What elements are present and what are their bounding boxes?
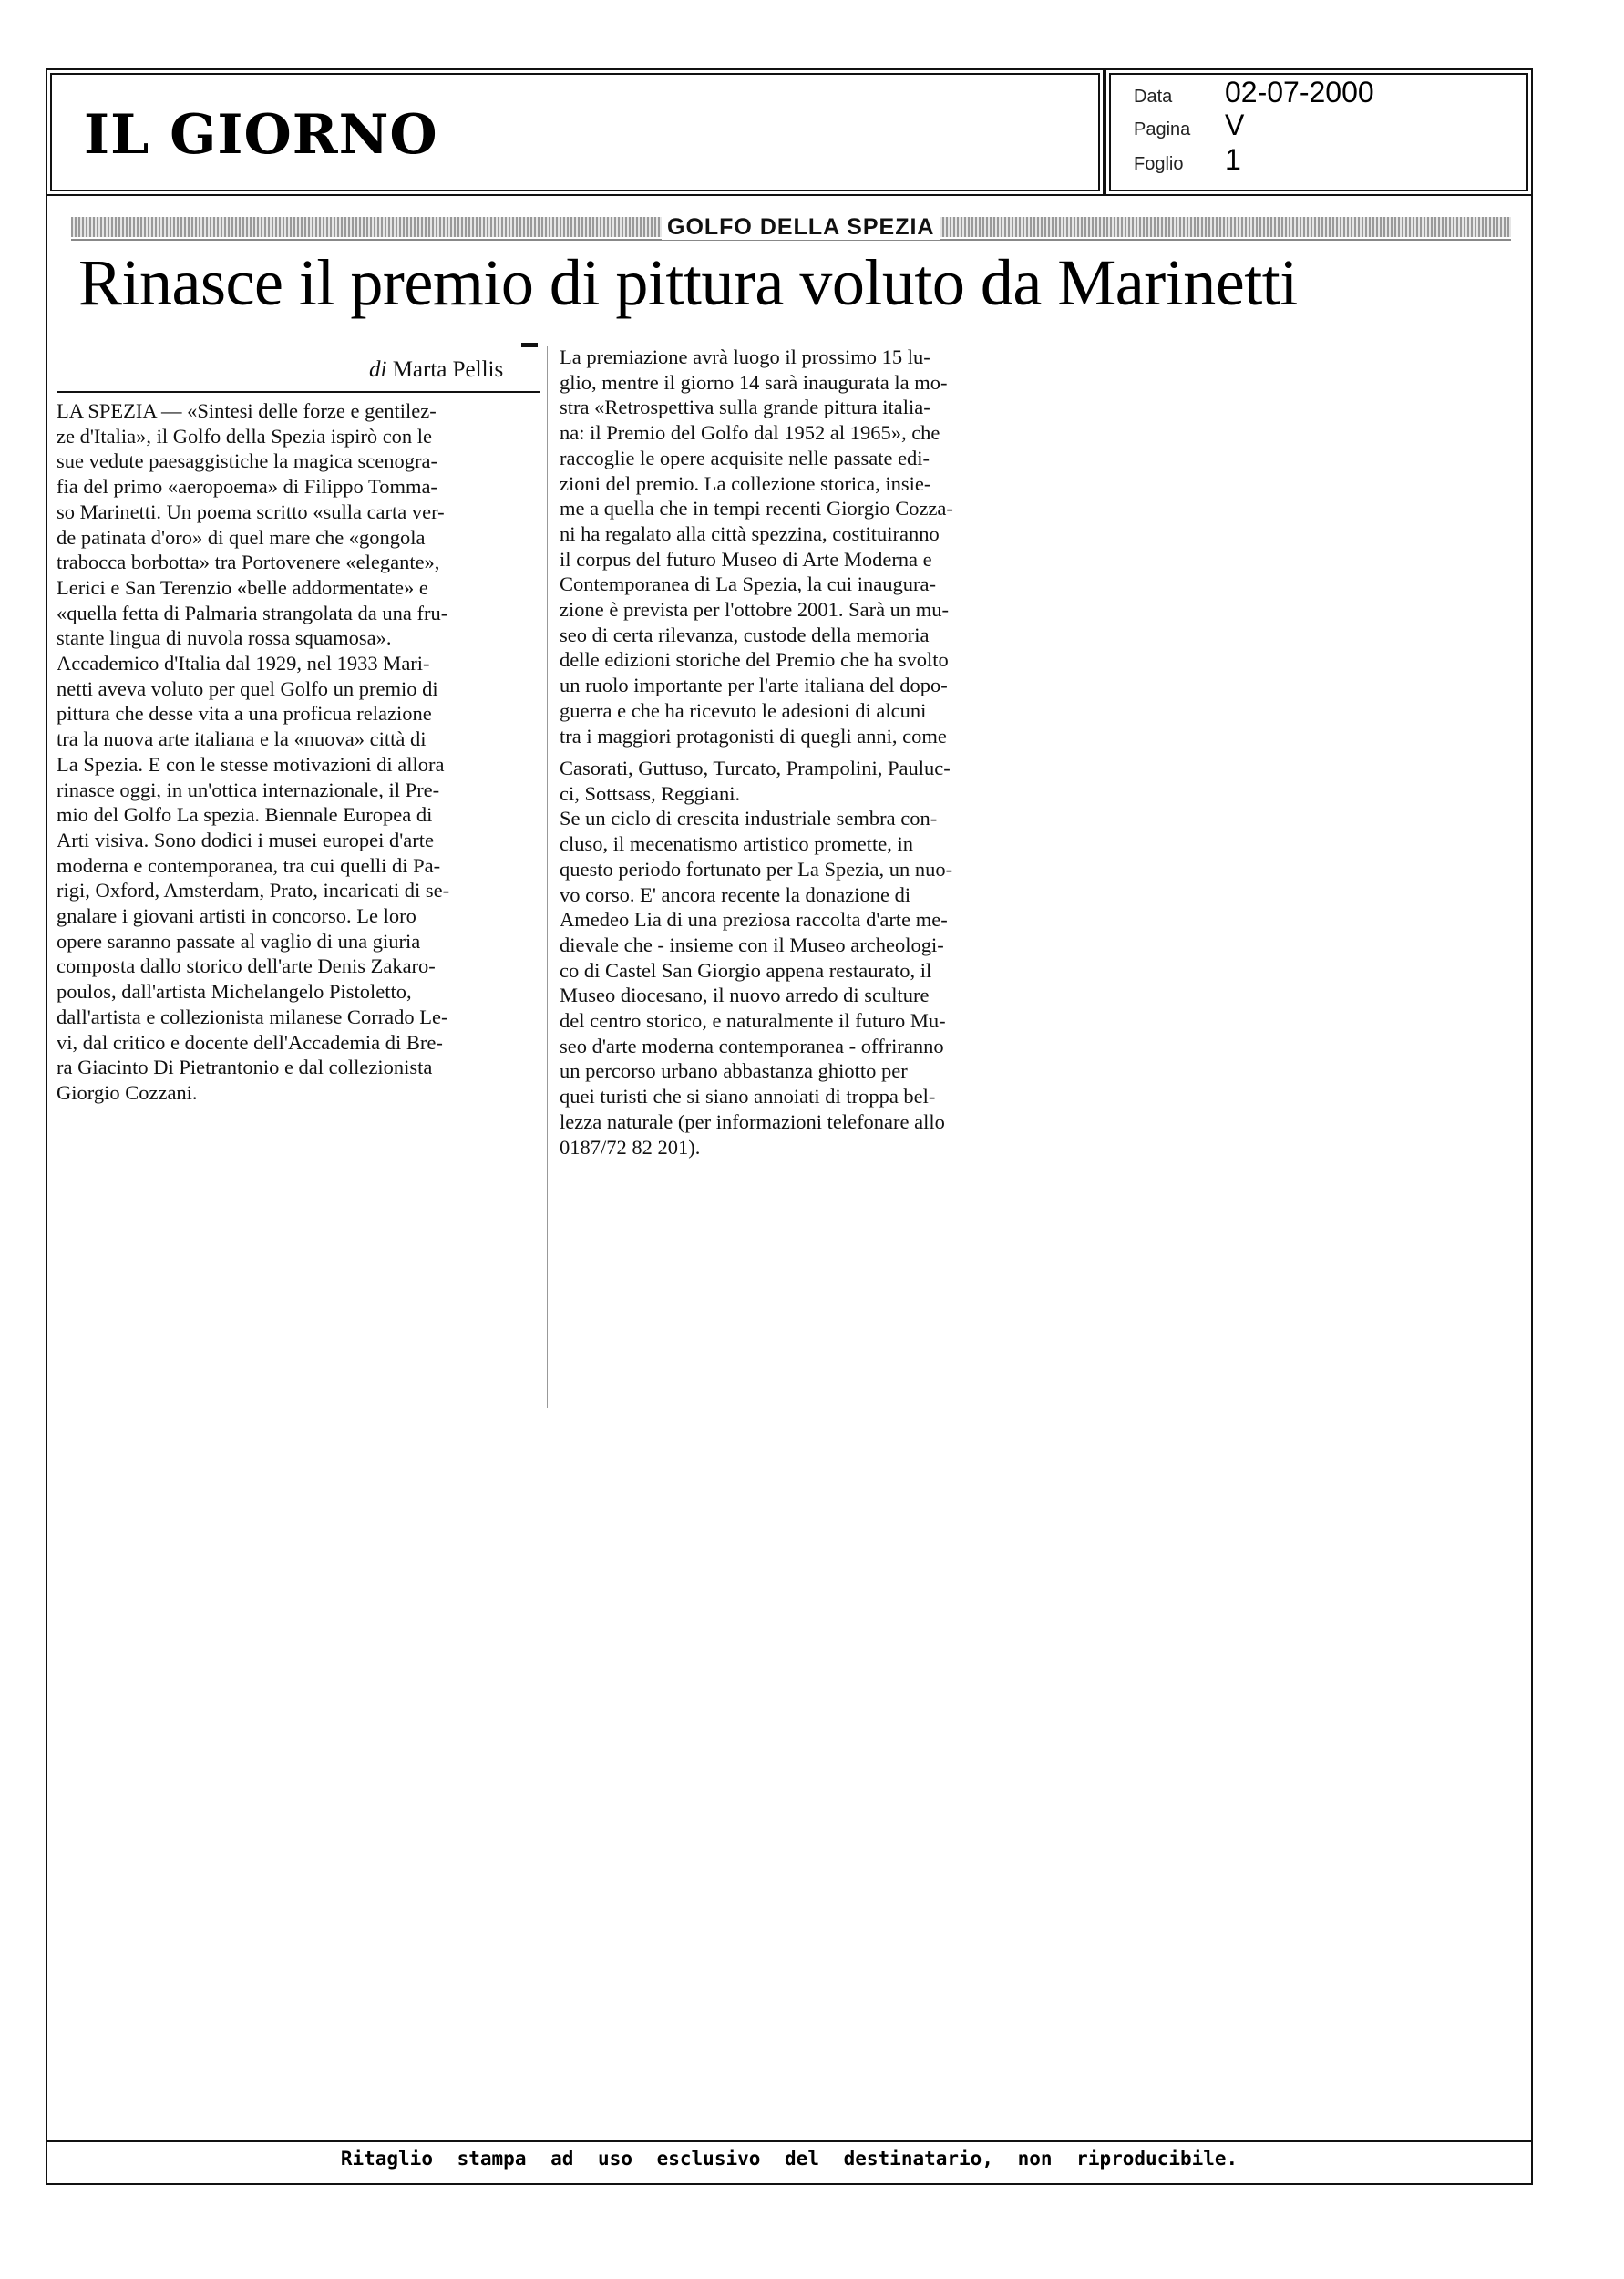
text-line: stra «Retrospettiva sulla grande pittura italia-	[560, 396, 930, 419]
text-line: vi, dal critico e docente dell'Accademia di Bre-	[57, 1030, 443, 1054]
byline-author: Marta Pellis	[392, 357, 504, 382]
text-line: tra i maggiori protagonisti di quegli anni, come	[560, 724, 947, 748]
byline-mark	[521, 343, 538, 347]
text-line: LA SPEZIA — «Sintesi delle forze e gentilez-	[57, 399, 437, 422]
text-line: il corpus del futuro Museo di Arte Moderna e	[560, 547, 932, 571]
text-line: questo periodo fortunato per La Spezia, un nuo-	[560, 857, 953, 881]
clipping-meta-box	[1105, 68, 1533, 196]
text-line: quei turisti che si siano annoiati di troppa bel-	[560, 1085, 936, 1109]
text-line: delle edizioni storiche del Premio che ha svolto	[560, 648, 949, 672]
article-column-right-bottom	[560, 756, 1052, 1160]
article-column-left	[57, 398, 540, 1106]
text-line: Accademico d'Italia dal 1929, nel 1933 Mari-	[57, 652, 430, 675]
section-title: GOLFO DELLA SPEZIA	[662, 214, 940, 240]
text-line: zione è prevista per l'ottobre 2001. Sarà un mu-	[560, 598, 950, 622]
text-line: seo d'arte moderna contemporanea - offriranno	[560, 1034, 944, 1057]
text-line: Giorgio Cozzani.	[57, 1080, 198, 1104]
meta-sheet-row	[1134, 143, 1241, 177]
article-byline	[369, 357, 503, 383]
text-line: glio, mentre il giorno 14 sarà inaugurata la mo-	[560, 370, 948, 394]
text-line: moderna e contemporanea, tra cui quelli di Pa-	[57, 853, 441, 877]
text-line: Lerici e San Terenzio «belle addormentate» e	[57, 575, 428, 599]
text-line: so Marinetti. Un poema scritto «sulla carta ver-	[57, 500, 445, 523]
text-line: mio del Golfo La spezia. Biennale Europea di	[57, 803, 433, 827]
text-line: La Spezia. E con le stesse motivazioni di allora	[57, 752, 445, 776]
text-line: na: il Premio del Golfo dal 1952 al 1965», che	[560, 421, 940, 445]
byline-rule	[57, 391, 540, 393]
text-line: ra Giacinto Di Pietrantonio e dal collezionista	[57, 1056, 433, 1079]
byline-prefix: di	[369, 357, 387, 382]
article-headline: Rinasce il premio di pittura voluto da Marinetti	[78, 246, 1298, 319]
text-line: Casorati, Guttuso, Turcato, Prampolini, Pauluc-	[560, 757, 951, 779]
text-line: de patinata d'oro» di quel mare che «gongola	[57, 525, 426, 549]
text-line: ni ha regalato alla città spezzina, costituiranno	[560, 521, 940, 545]
text-line: me a quella che in tempi recenti Giorgio Cozza-	[560, 497, 953, 521]
text-line: ci, Sottsass, Reggiani.	[560, 781, 741, 805]
text-line: seo di certa rilevanza, custode della memoria	[560, 623, 930, 646]
meta-sheet-value: 1	[1225, 143, 1241, 176]
text-line: stante lingua di nuvola rossa squamosa».	[57, 626, 392, 650]
meta-date-value: 02-07-2000	[1225, 76, 1374, 108]
text-line: «quella fetta di Palmaria strangolata da una fru-	[57, 601, 448, 624]
column-divider	[547, 346, 548, 1408]
meta-date-row	[1134, 76, 1374, 109]
meta-page-value: V	[1225, 108, 1245, 141]
newspaper-masthead: IL GIORNO	[84, 103, 438, 167]
text-line: ze d'Italia», il Golfo della Spezia ispirò con le	[57, 424, 433, 448]
text-line: Museo diocesano, il nuovo arredo di sculture	[560, 984, 930, 1007]
text-line: pittura che desse vita a una proficua relazione	[57, 702, 432, 726]
meta-date-label: Data	[1134, 87, 1173, 107]
text-line: co di Castel San Giorgio appena restaurato, il	[560, 958, 932, 982]
text-line: guerra e che ha ricevuto le adesioni di alcuni	[560, 698, 927, 722]
meta-sheet-label: Foglio	[1134, 154, 1184, 174]
article-column-right-top	[560, 345, 1052, 748]
meta-page-label: Pagina	[1134, 119, 1191, 139]
text-line: rigi, Oxford, Amsterdam, Prato, incaricati di se-	[57, 879, 450, 902]
text-line: raccoglie le opere acquisite nelle passate edi-	[560, 446, 930, 469]
text-line: composta dallo storico dell'arte Denis Zakaro-	[57, 954, 436, 978]
text-line: un percorso urbano abbastanza ghiotto per	[560, 1059, 908, 1083]
text-line: trabocca borbotta» tra Portovenere «elegante»,	[57, 551, 440, 574]
footer-disclaimer: Ritaglio stampa ad uso esclusivo del destinatario, non riproducibile.	[340, 2148, 1239, 2170]
text-line: opere saranno passate al vaglio di una giuria	[57, 929, 421, 953]
text-line: gnalare i giovani artisti in concorso. Le loro	[57, 904, 416, 928]
text-line: lezza naturale (per informazioni telefonare allo	[560, 1109, 945, 1133]
text-line: tra la nuova arte italiana e la «nuova» città di	[57, 727, 427, 751]
text-line: netti aveva voluto per quel Golfo un premio di	[57, 676, 438, 700]
text-line: zioni del premio. La collezione storica, insie-	[560, 471, 931, 495]
text-line: La premiazione avrà luogo il prossimo 15 lu-	[560, 345, 930, 368]
text-line: rinasce oggi, in un'ottica internazionale, il Pre-	[57, 778, 440, 801]
meta-page-row	[1134, 108, 1244, 142]
text-line: Arti visiva. Sono dodici i musei europei d'arte	[57, 828, 434, 851]
text-line: Se un ciclo di crescita industriale sembra con-	[560, 807, 938, 830]
text-line: Amedeo Lia di una preziosa raccolta d'arte me-	[560, 908, 948, 932]
text-line: Contemporanea di La Spezia, la cui inaugura-	[560, 572, 936, 596]
text-line: 0187/72 82 201).	[560, 1135, 701, 1159]
footer-rule	[46, 2140, 1533, 2142]
text-line: dall'artista e collezionista milanese Corrado Le-	[57, 1005, 448, 1028]
text-line: del centro storico, e naturalmente il futuro Mu-	[560, 1009, 946, 1033]
text-line: cluso, il mecenatismo artistico promette, in	[560, 832, 914, 856]
text-line: poulos, dall'artista Michelangelo Pistoletto,	[57, 980, 412, 1004]
text-line: un ruolo importante per l'arte italiana del dopo-	[560, 674, 948, 697]
masthead-box	[46, 68, 1105, 196]
text-line: sue vedute paesaggistiche la magica scenogra-	[57, 449, 437, 473]
text-line: vo corso. E' ancora recente la donazione di	[560, 882, 911, 906]
text-line: dievale che - insieme con il Museo archeologi-	[560, 933, 944, 956]
text-line: fia del primo «aeropoema» di Filippo Tomma-	[57, 475, 437, 499]
